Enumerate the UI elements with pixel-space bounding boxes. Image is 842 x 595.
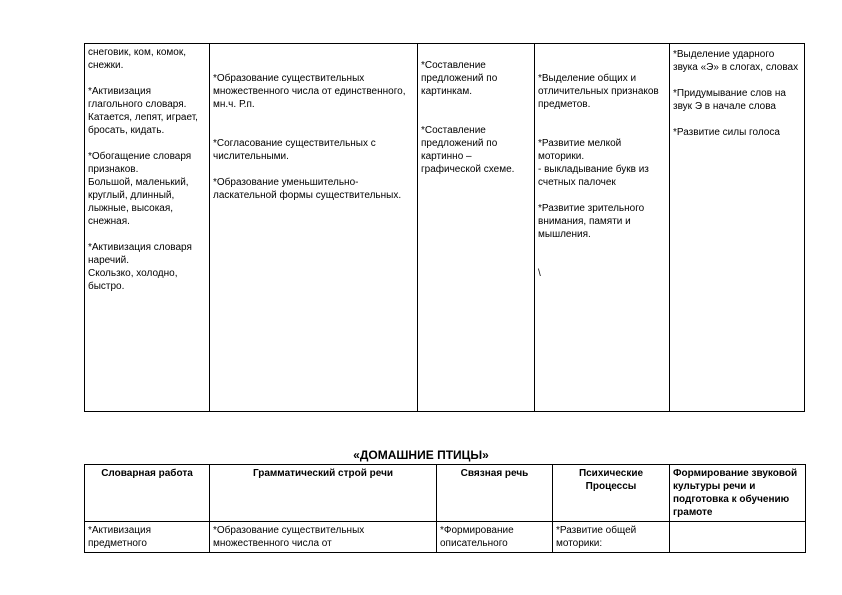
verb-activation-words: Катается, лепят, играет, бросать, кидать. xyxy=(88,112,198,136)
header-mental-processes: Психические Процессы xyxy=(553,465,670,522)
speech-scheme: *Составление предложений по картинно – графической схеме. xyxy=(421,125,515,175)
processes-motor-title: *Развитие мелкой моторики. xyxy=(538,138,622,162)
grammar-numerals: *Согласование существительных с числительными. xyxy=(213,138,376,162)
poultry-topic-table xyxy=(84,464,806,553)
sound-words: *Придумывание слов на звук Э в начале слова xyxy=(673,88,786,112)
processes-backslash: \ xyxy=(538,268,541,279)
topic-table-continued xyxy=(84,43,805,412)
processes-features: *Выделение общих и отличительных признаков предметов. xyxy=(538,73,659,110)
header-grammar: Грамматический строй речи xyxy=(210,465,437,522)
sound-culture-cell xyxy=(670,44,805,412)
processes-motor-detail: - выкладывание букв из счетных палочек xyxy=(538,164,649,188)
adverb-activation-title: *Активизация словаря наречий. xyxy=(88,242,192,266)
header-coherent-speech: Связная речь xyxy=(437,465,553,522)
header-sound-culture: Формирование звуковой культуры речи и подготовка к обучению грамоте xyxy=(670,465,806,522)
adjective-enrichment-title: *Обогащение словаря признаков. xyxy=(88,151,192,175)
vocabulary-cell xyxy=(85,44,210,412)
row-grammar: *Образование существительных множественного числа от xyxy=(210,522,437,553)
speech-pictures: *Составление предложений по картинкам. xyxy=(421,60,498,97)
adverb-activation-words: Скользко, холодно, быстро. xyxy=(88,268,178,292)
grammar-diminutive: *Образование уменьшительно-ласкательной формы существительных. xyxy=(213,177,402,201)
coherent-speech-cell xyxy=(418,44,535,412)
verb-activation-title: *Активизация глагольного словаря. xyxy=(88,86,187,110)
mental-processes-cell xyxy=(535,44,670,412)
adjective-enrichment-words: Большой, маленький, круглый, длинный, лыжные, высокая, снежная. xyxy=(88,177,189,227)
row-mental-processes: *Развитие общей моторики: xyxy=(553,522,670,553)
sound-stress: *Выделение ударного звука «Э» в слогах, словах xyxy=(673,49,799,73)
row-coherent-speech: *Формирование описательного xyxy=(437,522,553,553)
row-sound-culture xyxy=(670,522,806,553)
row-vocabulary: *Активизация предметного xyxy=(85,522,210,553)
grammar-cell xyxy=(210,44,418,412)
vocab-nouns: снеговик, ком, комок, снежки. xyxy=(88,47,187,71)
header-vocabulary: Словарная работа xyxy=(85,465,210,522)
grammar-plural: *Образование существительных множественного числа от единственного, мн.ч. Р.п. xyxy=(213,73,406,110)
processes-visual: *Развитие зрительного внимания, памяти и мышления. xyxy=(538,203,645,240)
section-title: «ДОМАШНИЕ ПТИЦЫ» xyxy=(353,448,489,462)
sound-voice: *Развитие силы голоса xyxy=(673,127,780,138)
